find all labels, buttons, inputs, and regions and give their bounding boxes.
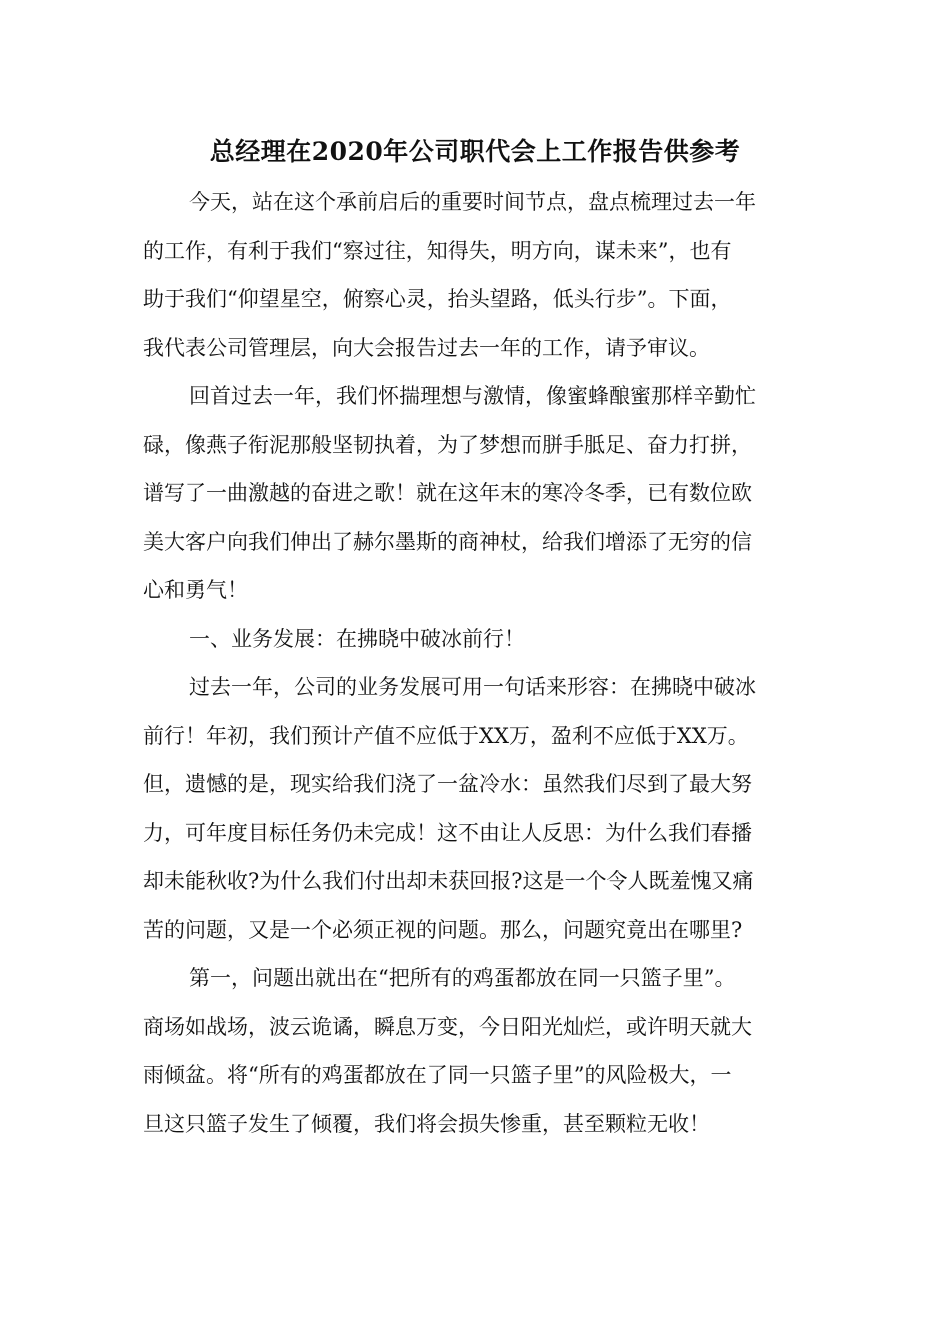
text-line: 苦的问题，又是一个必须正视的问题。那么，问题究竟出在哪里? [143, 917, 743, 942]
text-line: 今天，站在这个承前启后的重要时间节点，盘点梳理过去一年 [189, 190, 756, 214]
text-line: 雨倾盆。将“所有的鸡蛋都放在了同一只篮子里”的风险极大，一 [143, 1063, 732, 1087]
paragraph-opening [143, 178, 803, 372]
text-line: 第一，问题出就出在“把所有的鸡蛋都放在同一只篮子里”。 [189, 966, 736, 990]
document-body [143, 178, 803, 1148]
text-line: 谱写了一曲激越的奋进之歌！就在这年末的寒冷冬季，已有数位欧 [143, 481, 752, 505]
document-title: 总经理在2020年公司职代会上工作报告供参考 [209, 137, 741, 166]
text-line: 助于我们“仰望星空，俯察心灵，抬头望路，低头行步”。下面， [143, 287, 732, 311]
paragraph-review [143, 372, 803, 615]
text-line: 我代表公司管理层，向大会报告过去一年的工作，请予审议。 [143, 335, 710, 360]
text-line: 却未能秋收?为什么我们付出却未获回报?这是一个令人既羞愧又痛 [143, 869, 754, 893]
text-line: 旦这只篮子发生了倾覆，我们将会损失惨重，甚至颗粒无收！ [143, 1111, 710, 1136]
section-heading-text: 一、业务发展：在拂晓中破冰前行！ [189, 626, 525, 651]
text-line: 心和勇气！ [143, 578, 248, 602]
text-line: 力，可年度目标任务仍未完成！这不由让人反思：为什么我们春播 [143, 820, 752, 845]
text-line: 碌，像燕子衔泥那般坚韧执着，为了梦想而胼手胝足、奋力打拼， [143, 432, 752, 457]
paragraph-business [143, 663, 803, 954]
text-line: 前行！年初，我们预计产值不应低于XX万，盈利不应低于XX万。 [143, 723, 749, 748]
text-line: 的工作，有利于我们“察过往，知得失，明方向，谋未来”，也有 [143, 238, 732, 263]
text-line: 商场如战场，波云诡谲，瞬息万变，今日阳光灿烂，或许明天就大 [143, 1014, 752, 1039]
text-line: 回首过去一年，我们怀揣理想与激情，像蜜蜂酿蜜那样辛勤忙 [189, 384, 756, 408]
text-line: 过去一年，公司的业务发展可用一句话来形容：在拂晓中破冰 [189, 675, 756, 699]
section-heading-business [143, 615, 803, 664]
text-line: 但，遗憾的是，现实给我们浇了一盆冷水：虽然我们尽到了最大努 [143, 772, 752, 796]
paragraph-first-problem [143, 954, 803, 1148]
text-line: 美大客户向我们伸出了赫尔墨斯的商神杖，给我们增添了无穷的信 [143, 529, 752, 554]
